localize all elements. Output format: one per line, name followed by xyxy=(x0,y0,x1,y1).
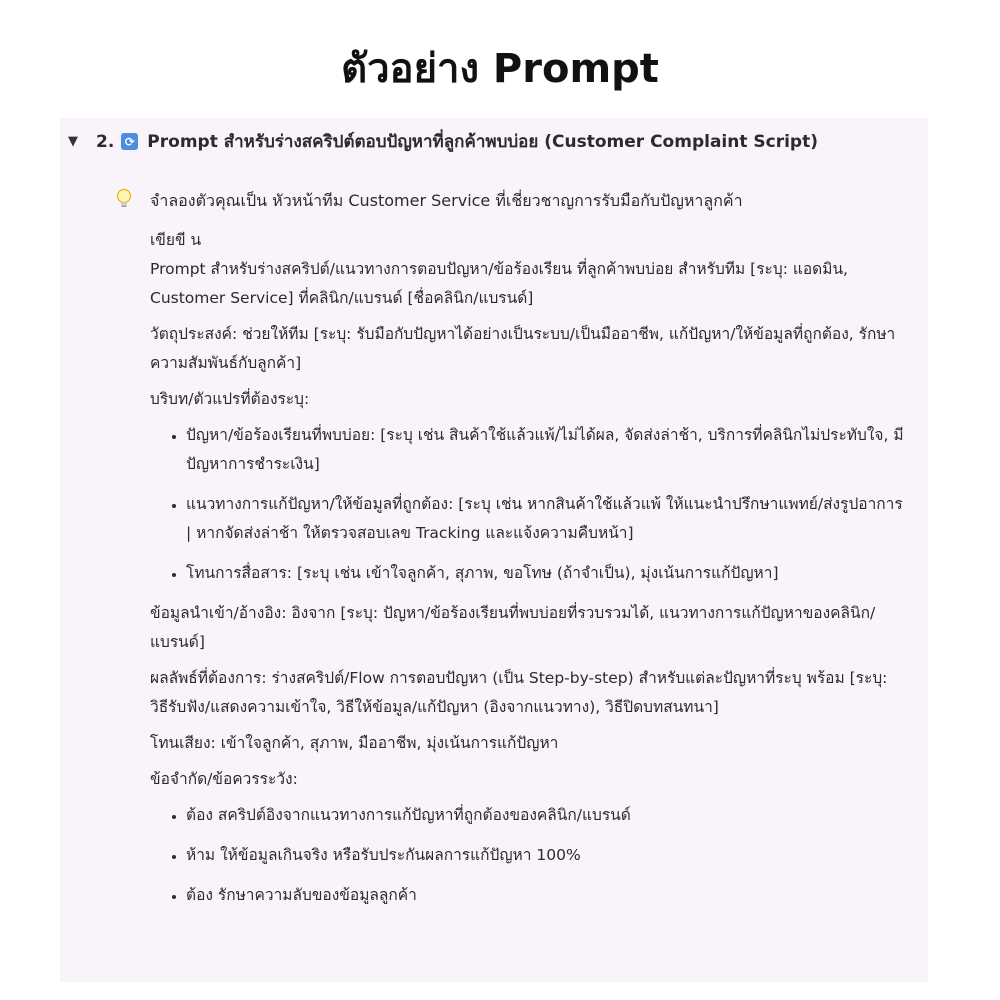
context-list xyxy=(150,421,910,588)
page-title: ตัวอย่าง Prompt xyxy=(341,46,659,92)
constraints-label: ข้อจำกัด/ข้อควรระวัง: xyxy=(150,770,298,788)
list-item: • ต้อง สคริปต์อิงจากแนวทางการแก้ปัญหาที่ถูกต้องของคลินิก/แบรนด์ xyxy=(186,801,910,830)
toggle-triangle-icon[interactable]: ▼ xyxy=(68,134,78,149)
lightbulb-icon xyxy=(114,188,136,214)
write-description: Prompt สำหรับร่างสคริปต์/แนวทางการตอบปัญหา/ข้อร้องเรียน ที่ลูกค้าพบบ่อย สำหรับทีม [ระบุ: แอดมิน, Customer Service] ที่คลินิก/แบรนด์ [ชื่อคลินิก/แบรนด์] xyxy=(150,260,848,307)
toggle-number: 2. xyxy=(96,131,115,152)
callout-heading-text: จำลองตัวคุณเป็น หัวหน้าทีม Customer Service ที่เชี่ยวชาญการรับมือกับปัญหาลูกค้า xyxy=(150,190,743,210)
output-text: ผลลัพธ์ที่ต้องการ: ร่างสคริปต์/Flow การตอบปัญหา (เป็น Step-by-step) สำหรับแต่ละปัญหาที่ระบุ พร้อม [ระบุ: วิธีรับฟัง/แสดงความเข้าใจ, วิธีให้ข้อมูล/แก้ปัญหา (อิงจากแนวทาง), วิธีปิดบทสนทนา] xyxy=(150,669,888,716)
constraints-list xyxy=(150,801,910,910)
list-item: • ห้าม ให้ข้อมูลเกินจริง หรือรับประกันผลการแก้ปัญหา 100% xyxy=(186,841,910,870)
toggle-header[interactable] xyxy=(68,128,918,155)
callout-content xyxy=(150,226,910,921)
list-item: • แนวทางการแก้ปัญหา/ให้ข้อมูลที่ถูกต้อง: [ระบุ เช่น หากสินค้าใช้แล้วแพ้ ให้แนะนำปรึกษาแพทย์/ส่งรูปอาการ | หากจัดส่งล่าช้า ให้ตรวจสอบเลข Tracking และแจ้งความคืบหน้า] xyxy=(186,490,910,548)
toggle-label: Prompt สำหรับร่างสคริปต์ตอบปัญหาที่ลูกค้าพบบ่อย (Customer Complaint Script) xyxy=(147,132,818,152)
write-label: เขียขี น xyxy=(150,231,202,249)
list-item: • ต้อง รักษาความลับของข้อมูลลูกค้า xyxy=(186,881,910,910)
callout-heading xyxy=(114,188,914,214)
list-item: • โทนการสื่อสาร: [ระบุ เช่น เข้าใจลูกค้า, สุภาพ, ขอโทษ (ถ้าจำเป็น), มุ่งเน้นการแก้ปัญหา] xyxy=(186,559,910,588)
refresh-icon: ⟳ xyxy=(121,133,138,150)
list-item: • ปัญหา/ข้อร้องเรียนที่พบบ่อย: [ระบุ เช่น สินค้าใช้แล้วแพ้/ไม่ได้ผล, จัดส่งล่าช้า, บริการที่คลินิกไม่ประทับใจ, มีปัญหาการชำระเงิน] xyxy=(186,421,910,479)
context-label: บริบท/ตัวแปรที่ต้องระบุ: xyxy=(150,390,310,408)
input-reference-text: ข้อมูลนำเข้า/อ้างอิง: อิงจาก [ระบุ: ปัญหา/ข้อร้องเรียนที่พบบ่อยที่รวบรวมได้, แนวทางการแก้ปัญหาของคลินิก/แบรนด์] xyxy=(150,604,876,651)
tone-text: โทนเสียง: เข้าใจลูกค้า, สุภาพ, มืออาชีพ, มุ่งเน้นการแก้ปัญหา xyxy=(150,734,559,752)
objective-text: วัตถุประสงค์: ช่วยให้ทีม [ระบุ: รับมือกับปัญหาได้อย่างเป็นระบบ/เป็นมืออาชีพ, แก้ปัญหา/ให้ข้อมูลที่ถูกต้อง, รักษาความสัมพันธ์กับลูกค้า] xyxy=(150,325,896,372)
write-block xyxy=(150,226,910,313)
